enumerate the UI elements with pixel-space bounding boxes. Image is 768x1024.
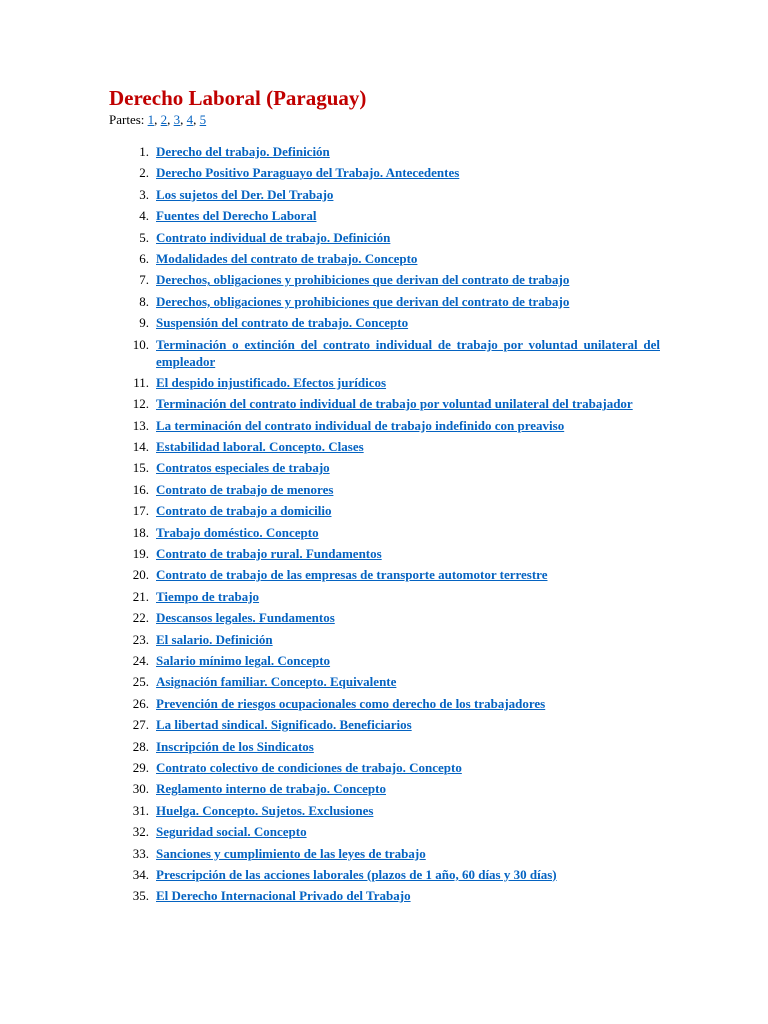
toc-item (108, 695, 660, 712)
toc-item-number: 14. (132, 439, 149, 455)
toc-item-link[interactable]: Contrato de trabajo a domicilio (156, 503, 332, 519)
toc-item-link[interactable]: Contrato de trabajo de las empresas de transporte automotor terrestre (156, 567, 548, 583)
toc-item-link[interactable]: La libertad sindical. Significado. Beneficiarios (156, 717, 412, 733)
toc-item-link[interactable]: Derechos, obligaciones y prohibiciones que derivan del contrato de trabajo (156, 293, 570, 309)
toc-item-number: 35. (132, 888, 149, 904)
part-link-5[interactable]: 5 (199, 112, 207, 127)
toc-item (108, 673, 660, 690)
toc-item-number: 23. (132, 631, 149, 647)
toc-item (108, 823, 660, 840)
toc-item-link[interactable]: Contrato individual de trabajo. Definición (156, 229, 391, 245)
toc-item-link[interactable]: Tiempo de trabajo (156, 588, 260, 604)
toc-item-number: 20. (132, 567, 149, 583)
toc-item (108, 502, 660, 519)
toc-item-number: 34. (132, 866, 149, 882)
toc-item-number: 18. (132, 524, 149, 540)
toc-item-number: 3. (139, 186, 149, 202)
toc-item-number: 29. (132, 759, 149, 775)
toc-item (108, 780, 660, 797)
toc-item-link[interactable]: Estabilidad laboral. Concepto. Clases (156, 439, 364, 455)
toc-item (108, 845, 660, 862)
toc-item-number: 33. (132, 845, 149, 861)
toc-item-number: 28. (132, 738, 149, 754)
toc-item-link[interactable]: Reglamento interno de trabajo. Concepto (156, 781, 386, 797)
toc-item-link[interactable]: Derecho del trabajo. Definición (156, 144, 330, 159)
toc-item (108, 545, 660, 562)
toc-item-number: 4. (139, 208, 149, 224)
toc-item (108, 759, 660, 776)
toc-item-link[interactable]: Modalidades del contrato de trabajo. Concepto (156, 250, 418, 266)
toc-item-number: 24. (132, 652, 149, 668)
toc-item-number: 16. (132, 481, 149, 497)
toc-item-link[interactable]: El Derecho Internacional Privado del Trabajo (156, 888, 411, 904)
part-link-2[interactable]: 2 (160, 112, 168, 127)
toc-item-link[interactable]: Trabajo doméstico. Concepto (156, 524, 319, 540)
toc-item-number: 10. (132, 336, 149, 352)
toc-item-link[interactable]: Fuentes del Derecho Laboral (156, 208, 317, 224)
toc-item-link[interactable]: Descansos legales. Fundamentos (156, 610, 335, 626)
toc-item (108, 207, 660, 224)
toc-item (108, 417, 660, 434)
toc-item-number: 6. (139, 250, 149, 266)
toc-item-number: 7. (139, 272, 149, 288)
page-title: Derecho Laboral (Paraguay) (109, 86, 367, 110)
parts-label: Partes: (109, 112, 145, 127)
toc-item-link[interactable]: Contrato de trabajo de menores (156, 481, 334, 497)
toc-item-number: 32. (132, 824, 149, 840)
toc-item-link[interactable]: Contratos especiales de trabajo (156, 460, 330, 476)
toc-item-number: 13. (132, 417, 149, 433)
toc-item-link[interactable]: La terminación del contrato individual de trabajo indefinido con preaviso (156, 417, 565, 433)
toc-item-link[interactable]: Los sujetos del Der. Del Trabajo (156, 186, 334, 202)
toc-item-number: 15. (132, 460, 149, 476)
toc-item (108, 566, 660, 583)
toc-item-link[interactable]: Prescripción de las acciones laborales (plazos de 1 año, 60 días y 30 días) (156, 866, 557, 882)
toc-item-number: 9. (139, 315, 149, 331)
toc-item (108, 887, 660, 904)
toc-item-number: 26. (132, 695, 149, 711)
toc-item-number: 5. (139, 229, 149, 245)
parts-nav: Partes: 1, 2, 3, 4, 5 (109, 112, 207, 127)
toc-item (108, 716, 660, 733)
toc-item (108, 143, 660, 160)
toc-item (108, 336, 660, 370)
toc-item-number: 8. (139, 293, 149, 309)
toc-item (108, 588, 660, 605)
toc-item (108, 395, 660, 412)
toc-item-number: 31. (132, 802, 149, 818)
toc-item-number: 21. (132, 588, 149, 604)
part-link-4[interactable]: 4 (186, 112, 194, 127)
toc-item (108, 524, 660, 541)
toc-item (108, 866, 660, 883)
toc-item-link[interactable]: Prevención de riesgos ocupacionales como derecho de los trabajadores (156, 695, 546, 711)
toc-item-number: 22. (132, 610, 149, 626)
toc-item-number: 30. (132, 781, 149, 797)
toc-item (108, 631, 660, 648)
toc-item-link[interactable]: Terminación o extinción del contrato individual de trabajo por voluntad unilateral del empleador (156, 336, 660, 369)
toc-item (108, 802, 660, 819)
toc-item (108, 250, 660, 267)
toc-item (108, 738, 660, 755)
toc-item-number: 27. (132, 717, 149, 733)
toc-item-link[interactable]: Huelga. Concepto. Sujetos. Exclusiones (156, 802, 374, 818)
toc-item (108, 271, 660, 288)
toc-item (108, 229, 660, 246)
toc-item (108, 609, 660, 626)
toc-item-link[interactable]: Terminación del contrato individual de trabajo por voluntad unilateral del trabajador (156, 396, 633, 412)
toc-item (108, 652, 660, 669)
toc-item-link[interactable]: Derecho Positivo Paraguayo del Trabajo. Antecedentes (156, 165, 460, 181)
toc-item (108, 459, 660, 476)
toc-item-number: 17. (132, 503, 149, 519)
toc-item-link[interactable]: Derechos, obligaciones y prohibiciones que derivan del contrato de trabajo (156, 272, 570, 288)
toc-item (108, 374, 660, 391)
toc-item-link[interactable]: Asignación familiar. Concepto. Equivalente (156, 674, 397, 690)
table-of-contents (108, 143, 660, 909)
toc-item-number: 1. (139, 144, 149, 159)
toc-item (108, 314, 660, 331)
toc-item-number: 11. (133, 374, 149, 390)
toc-item (108, 293, 660, 310)
toc-item-link[interactable]: El despido injustificado. Efectos jurídicos (156, 374, 387, 390)
toc-item-link[interactable]: Contrato colectivo de condiciones de trabajo. Concepto (156, 759, 462, 775)
toc-item-link[interactable]: Sanciones y cumplimiento de las leyes de trabajo (156, 845, 426, 861)
toc-item (108, 438, 660, 455)
toc-item-link[interactable]: Contrato de trabajo rural. Fundamentos (156, 546, 382, 562)
toc-item-link[interactable]: Seguridad social. Concepto (156, 824, 307, 840)
toc-item-link[interactable]: El salario. Definición (156, 631, 273, 647)
toc-item-number: 25. (132, 674, 149, 690)
toc-item (108, 186, 660, 203)
toc-item-number: 2. (139, 165, 149, 181)
toc-item-link[interactable]: Salario mínimo legal. Concepto (156, 652, 331, 668)
toc-item-number: 12. (132, 396, 149, 412)
toc-item-link[interactable]: Inscripción de los Sindicatos (156, 738, 314, 754)
toc-item (108, 481, 660, 498)
toc-item-link[interactable]: Suspensión del contrato de trabajo. Concepto (156, 315, 409, 331)
toc-item-number: 19. (132, 546, 149, 562)
part-link-1[interactable]: 1 (147, 112, 155, 127)
part-link-3[interactable]: 3 (173, 112, 181, 127)
toc-item (108, 164, 660, 181)
